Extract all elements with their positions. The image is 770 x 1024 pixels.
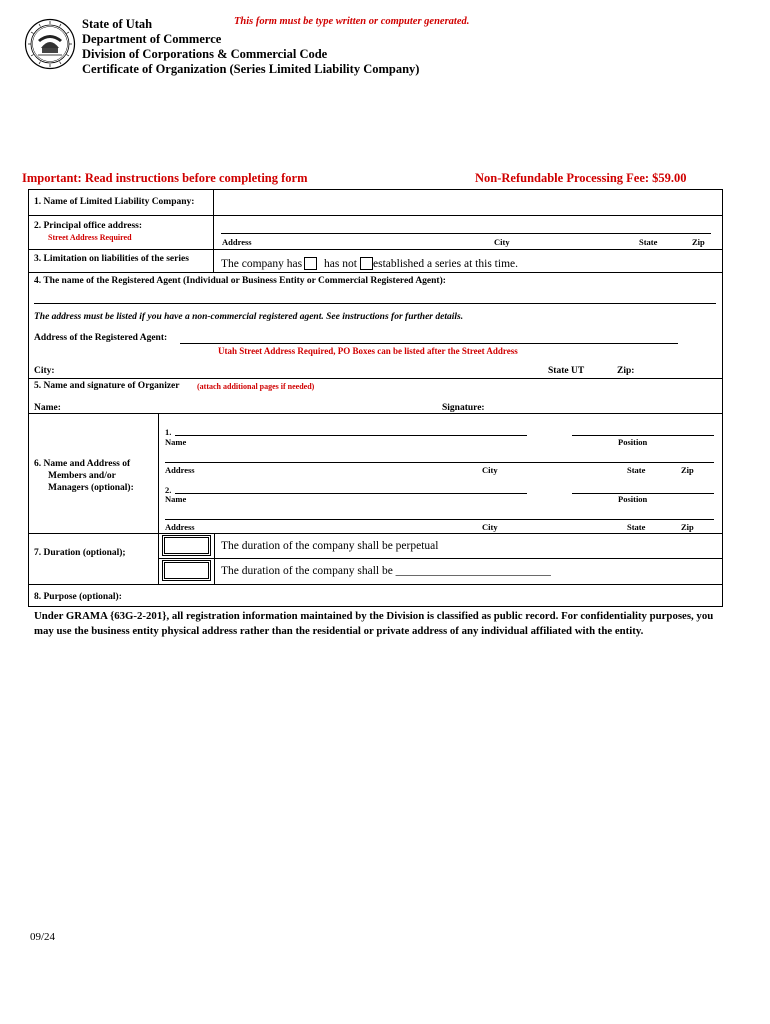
s4-zip-label: Zip: [617,366,635,376]
member-2-address-caption: Address [165,522,195,532]
s6-label-2: Members and/or [48,471,116,481]
s5-signature-label: Signature: [442,403,485,413]
s1-label: 1. Name of Limited Liability Company: [34,197,195,207]
s4-label: 4. The name of the Registered Agent (Individual or Business Entity or Commercial Registered Agent): [34,276,446,286]
registered-agent-address-line[interactable] [180,343,678,344]
duration-perpetual-text: The duration of the company shall be perpetual [221,540,439,552]
member-2-name-caption: Name [165,494,187,504]
s4-address-note: The address must be listed if you have a non-commercial registered agent. See instructions for further details. [34,312,464,322]
has-not-series-checkbox[interactable] [360,257,373,270]
s4-city-label: City: [34,366,55,376]
s3-has-text: The company has [221,258,303,270]
member-2-city-caption: City [482,522,498,532]
member-2-number: 2. [165,485,172,495]
member-1-name-line[interactable] [175,435,527,436]
important-note: Important: Read instructions before completing form [22,171,308,185]
member-1-state-caption: State [627,465,646,475]
member-2-position-caption: Position [618,494,648,504]
member-1-zip-caption: Zip [681,465,694,475]
s6-label-1: 6. Name and Address of [34,459,131,469]
s5-name-label: Name: [34,403,61,413]
state-seal [24,18,76,70]
s2-label: 2. Principal office address: [34,221,143,231]
member-1-address-caption: Address [165,465,195,475]
company-name-field[interactable] [215,191,721,214]
member-1-city-caption: City [482,465,498,475]
principal-address-line[interactable] [221,233,711,234]
member-1-position-line[interactable] [572,435,714,436]
member-1-address-line[interactable] [165,462,714,463]
member-2-zip-caption: Zip [681,522,694,532]
duration-term-box[interactable] [162,560,211,581]
duration-perpetual-box[interactable] [162,535,211,556]
s3-label: 3. Limitation on liabilities of the series [34,254,189,264]
s4-address-label: Address of the Registered Agent: [34,333,168,343]
s2-zip-caption: Zip [692,237,705,247]
member-1-position-caption: Position [618,437,648,447]
header-line-4: Certificate of Organization (Series Limited Liability Company) [82,62,420,76]
member-2-name-line[interactable] [175,493,527,494]
duration-term-text: The duration of the company shall be ___________________________ [221,565,551,577]
s5-label: 5. Name and signature of Organizer [34,381,180,391]
s2-street-required: Street Address Required [48,233,132,242]
s3-has-not-text: has not [324,258,357,270]
s2-state-caption: State [639,237,658,247]
s6-label-3: Managers (optional): [48,483,134,493]
s7-label: 7. Duration (optional); [34,548,126,558]
header-line-1: State of Utah [82,17,153,31]
s4-state-label: State UT [548,366,585,376]
s4-utah-note: Utah Street Address Required, PO Boxes can be listed after the Street Address [218,346,518,356]
has-series-checkbox[interactable] [304,257,317,270]
s3-established-text: established a series at this time. [373,258,518,270]
revision-date: 09/24 [30,931,56,943]
s2-address-caption: Address [222,237,252,247]
member-2-state-caption: State [627,522,646,532]
processing-fee: Non-Refundable Processing Fee: $59.00 [475,171,687,185]
header-line-3: Division of Corporations & Commercial Code [82,47,328,61]
member-2-address-line[interactable] [165,519,714,520]
member-1-name-caption: Name [165,437,187,447]
grama-notice: Under GRAMA {63G-2-201}, all registration information maintained by the Division is classified as public record. For confidentiality purposes, you may use the business entity physical address rather than the residential or private address of any individual affiliated with the entity. [34,610,714,637]
s5-attach-note: (attach additional pages if needed) [197,382,315,391]
typewritten-notice: This form must be type written or computer generated. [234,16,470,27]
member-1-number: 1. [165,427,172,437]
s8-label: 8. Purpose (optional): [34,592,122,602]
s2-city-caption: City [494,237,510,247]
registered-agent-name-line[interactable] [34,303,716,304]
header-line-2: Department of Commerce [82,32,222,46]
